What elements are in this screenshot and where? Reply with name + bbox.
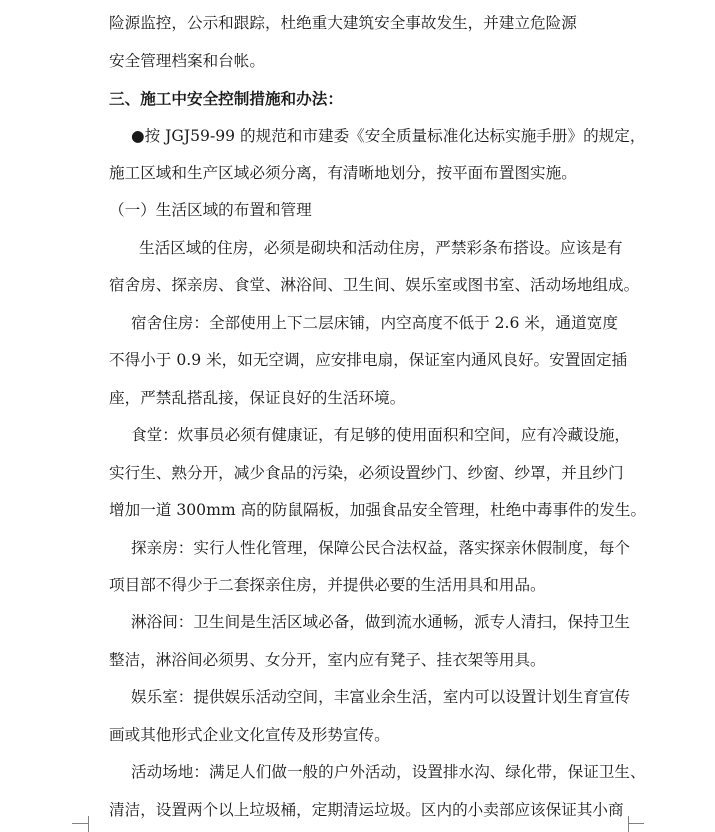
subsection-heading: （一）生活区域的布置和管理: [109, 201, 312, 219]
paragraph-line: 画或其他形式企业文化宣传及形势宣传。: [109, 726, 390, 744]
corner-mark-right-h: [628, 823, 644, 824]
corner-mark-left-h: [72, 823, 88, 824]
paragraph-line: 实行生、熟分开，减少食品的污染，必须设置纱门、纱窗、纱罩，并且纱门: [109, 464, 624, 482]
paragraph-line: 清洁，设置两个以上垃圾桶，定期清运垃圾。区内的小卖部应该保证其小商: [109, 801, 624, 819]
corner-mark-right-v: [628, 816, 629, 832]
paragraph-line: 增加一道 300mm 高的防鼠隔板，加强食品安全管理，杜绝中毒事件的发生。: [109, 501, 647, 519]
paragraph-line: 不得小于 0.9 米，如无空调，应安排电扇，保证室内通风良好。安置固定插: [109, 351, 628, 369]
paragraph-line: 整洁，淋浴间必须男、女分开，室内应有凳子、挂衣架等用具。: [109, 651, 546, 669]
paragraph-line: ●按 JGJ59-99 的规范和市建委《安全质量标准化达标实施手册》的规定，: [131, 127, 646, 145]
paragraph-line: 生活区域的住房，必须是砌块和活动住房，严禁彩条布搭设。应该是有: [139, 239, 623, 257]
paragraph-line: 宿舍住房：全部使用上下二层床铺，内空高度不低于 2.6 米，通道宽度: [131, 314, 618, 332]
paragraph-line: 座，严禁乱搭乱接，保证良好的生活环境。: [109, 389, 406, 407]
section-heading: 三、施工中安全控制措施和办法：: [109, 89, 343, 108]
paragraph-line: 食堂：炊事员必须有健康证，有足够的使用面积和空间，应有冷藏设施，: [131, 426, 631, 444]
paragraph-line: 险源监控，公示和跟踪，杜绝重大建筑安全事故发生，并建立危险源: [109, 14, 577, 32]
paragraph-line: 淋浴间：卫生间是生活区域必备，做到流水通畅，派专人清扫，保持卫生: [131, 613, 631, 631]
paragraph-line: 娱乐室：提供娱乐活动空间，丰富业余生活，室内可以设置计划生育宣传: [131, 688, 631, 706]
paragraph-line: 活动场地：满足人们做一般的户外活动，设置排水沟、绿化带，保证卫生、: [131, 763, 646, 781]
corner-mark-left-v: [88, 816, 89, 832]
paragraph-line: 安全管理档案和台帐。: [109, 52, 265, 70]
paragraph-line: 探亲房：实行人性化管理，保障公民合法权益，落实探亲休假制度，每个: [131, 539, 631, 557]
paragraph-line: 宿舍房、探亲房、食堂、淋浴间、卫生间、娱乐室或图书室、活动场地组成。: [109, 276, 640, 294]
paragraph-line: 项目部不得少于二套探亲住房，并提供必要的生活用具和用品。: [109, 576, 546, 594]
paragraph-line: 施工区域和生产区域必须分离，有清晰地划分，按平面布置图实施。: [109, 164, 577, 182]
